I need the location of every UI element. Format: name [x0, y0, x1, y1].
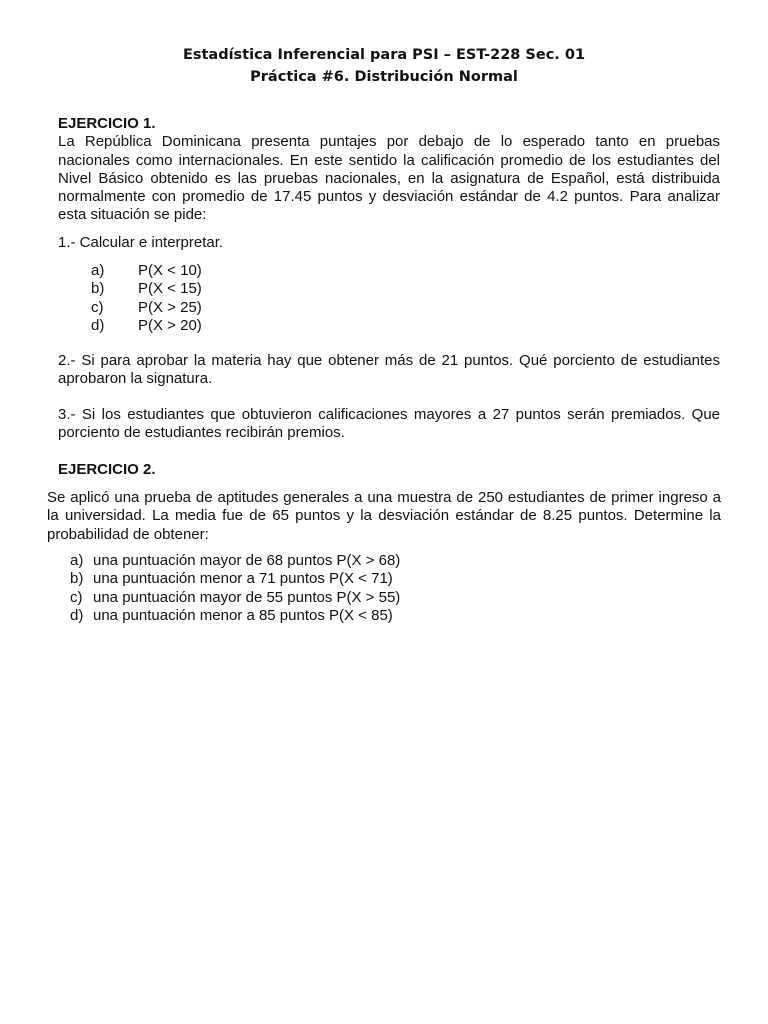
item-label: a) — [91, 262, 105, 279]
list-item — [91, 280, 202, 298]
exercise-1-heading: EJERCICIO 1. — [58, 115, 156, 132]
list-item — [91, 262, 202, 280]
list-item — [91, 299, 202, 317]
item-text: P(X > 20) — [138, 316, 202, 334]
list-item — [70, 552, 400, 570]
exercise-1-intro — [58, 115, 720, 225]
item-label: a) — [70, 552, 84, 569]
exercise-1-question-3: 3.- Si los estudiantes que obtuvieron calificaciones mayores a 27 puntos serán premiados. Que porciento de estudiantes recibirán premios. — [58, 406, 720, 442]
item-text: una puntuación menor a 71 puntos P(X < 71) — [93, 570, 393, 588]
exercise-2-item-list — [70, 552, 400, 625]
exercise-1-question-2: 2.- Si para aprobar la materia hay que obtener más de 21 puntos. Qué porciento de estudiantes aprobaron la signatura. — [58, 352, 720, 388]
item-label: d) — [91, 316, 105, 334]
item-label: c) — [91, 298, 104, 316]
item-label: b) — [91, 280, 105, 298]
exercise-2-statement: Se aplicó una prueba de aptitudes generales a una muestra de 250 estudiantes de primer ingreso a la universidad. La media fue de 65 puntos y la desviación estándar de 8.25 puntos. Determine la probabilidad de obtener: — [47, 489, 721, 543]
exercise-1-question-1: 1.- Calcular e interpretar. — [58, 234, 224, 251]
course-title: Estadística Inferencial para PSI – EST-228 Sec. 01 — [182, 47, 586, 63]
item-text: una puntuación mayor de 55 puntos P(X > 55) — [93, 588, 401, 606]
item-text: una puntuación menor a 85 puntos P(X < 85) — [93, 606, 393, 624]
list-item — [70, 607, 400, 625]
exercise-1-statement: La República Dominicana presenta puntajes por debajo de lo esperado tanto en pruebas nacionales como internacionales. En este sentido la calificación promedio de los estudiantes del Nivel Básico obtenido es las pruebas nacionales, en la asignatura de Español, está distribuida normalmente con promedio de 17.45 puntos y desviación estándar de 4.2 puntos. Para analizar esta situación se pide: — [58, 133, 720, 224]
item-text: una puntuación mayor de 68 puntos P(X > 68) — [93, 552, 401, 569]
item-text: P(X < 10) — [138, 262, 202, 279]
item-label: c) — [70, 588, 83, 606]
item-label: b) — [70, 570, 84, 588]
item-text: P(X < 15) — [138, 280, 202, 298]
item-label: d) — [70, 606, 84, 624]
practice-title: Práctica #6. Distribución Normal — [250, 69, 518, 85]
list-item — [91, 317, 202, 335]
list-item — [70, 589, 400, 607]
exercise-2-heading: EJERCICIO 2. — [58, 461, 156, 478]
exercise-1-item-list — [91, 262, 202, 335]
list-item — [70, 570, 400, 588]
document-header — [0, 44, 768, 88]
item-text: P(X > 25) — [138, 298, 202, 316]
